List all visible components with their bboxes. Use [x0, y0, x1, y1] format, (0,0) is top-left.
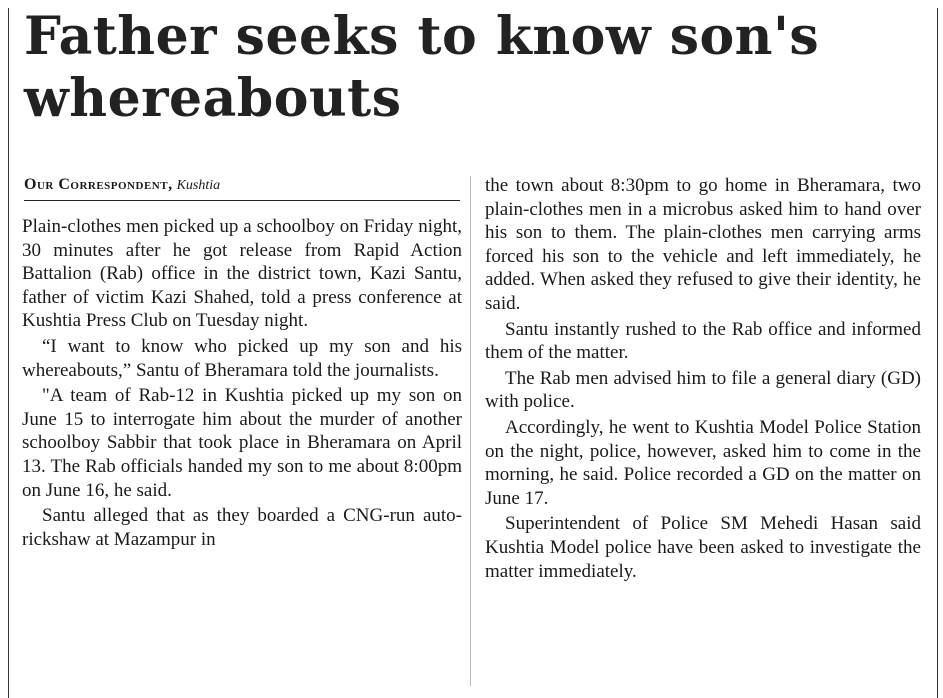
column-divider — [470, 176, 471, 686]
right-border-rule — [937, 8, 938, 698]
left-border-rule — [8, 8, 9, 698]
byline-location: Kushtia — [176, 178, 221, 193]
paragraph: Superintendent of Police SM Mehedi Hasan said Kushtia Model police have been asked to investigate the matter immediately. — [485, 513, 921, 582]
paragraph: Santu alleged that as they boarded a CNG-run auto-rickshaw at Mazampur in — [22, 505, 462, 550]
article-headline: Father seeks to know son's whereabouts — [24, 6, 820, 129]
paragraph: Accordingly, he went to Kushtia Model Police Station on the night, police, however, asked him to come in the morning, he said. Police recorded a GD on the matter on June 17. — [485, 416, 921, 509]
paragraph: "A team of Rab-12 in Kushtia picked up my son on June 15 to interrogate him about the murder of another schoolboy Sabbir that took place in Bheramara on April 13. The Rab officials handed my son to me about 8:00pm on June 16, he said. — [22, 385, 462, 501]
paragraph: Plain-clothes men picked up a schoolboy on Friday night, 30 minutes after he got release from Rapid Action Battalion (Rab) office in the district town, Kazi Santu, father of victim Kazi Shahed, told a press conference at Kushtia Press Club on Tuesday night. — [22, 216, 462, 332]
byline-author: Our Correspondent, — [24, 176, 173, 193]
paragraph: “I want to know who picked up my son and his whereabouts,” Santu of Bheramara told the journalists. — [22, 335, 462, 381]
paragraph: Santu instantly rushed to the Rab office and informed them of the matter. — [485, 318, 921, 364]
paragraph: the town about 8:30pm to go home in Bheramara, two plain-clothes men in a microbus asked him to hand over his son to them. The plain-clothes men carrying arms forced his son to the vehicle and left immediately, he added. When asked they refused to give their identity, he said. — [485, 175, 921, 314]
byline — [24, 176, 460, 201]
article-column-1 — [22, 215, 462, 553]
article-column-2 — [485, 174, 921, 585]
paragraph: The Rab men advised him to file a general diary (GD) with police. — [485, 367, 921, 413]
